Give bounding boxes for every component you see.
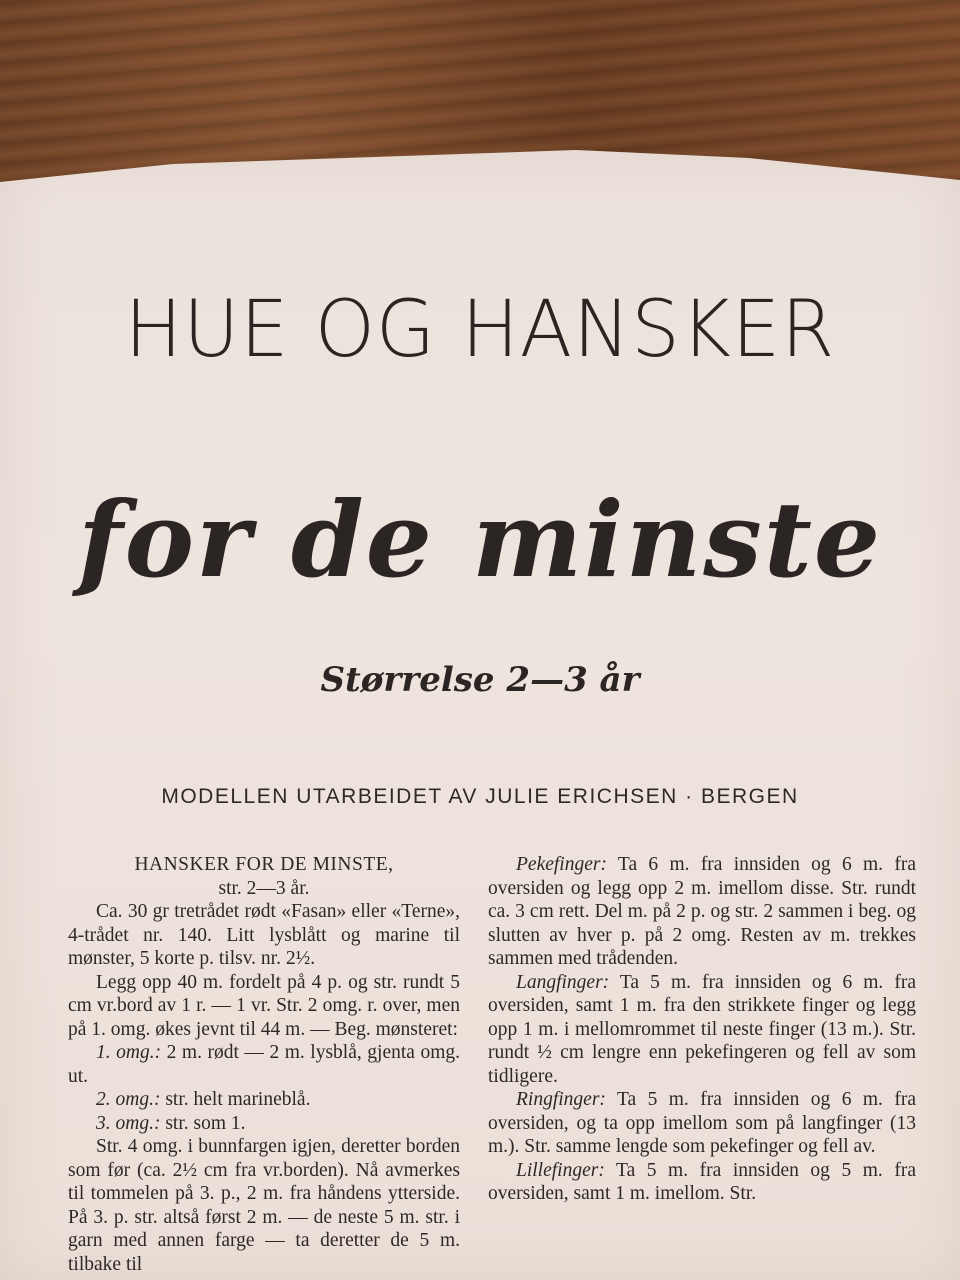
middle-finger-paragraph bbox=[488, 971, 916, 1089]
left-text-column bbox=[68, 853, 460, 1276]
index-finger-label: Pekefinger: bbox=[516, 854, 607, 875]
little-finger-text: Ta 5 m. fra innsiden og 5 m. fra oversiden, samt 1 m. imellom. Str. bbox=[488, 1159, 916, 1204]
round-1-paragraph bbox=[68, 1041, 460, 1088]
little-finger-label: Lillefinger: bbox=[516, 1159, 605, 1181]
ring-finger-label: Ringfinger: bbox=[516, 1089, 606, 1110]
round-2-paragraph bbox=[68, 1088, 460, 1112]
index-finger-text: Ta 6 m. fra innsiden og 6 m. fra oversiden og legg opp 2 m. imellom disse. Str. rundt ca. 3 cm rett. Del m. på 2 p. og str. 2 sammen i beg. og slutten av hver p. på 2 omg. Resten av m. trekkes sammen med trådenden. bbox=[488, 854, 916, 969]
ring-finger-text: Ta 5 m. fra innsiden og 6 m. fra oversiden, og ta opp imellom som på langfinger (13 m.). Str. samme lengde som pekefinger og fell av. bbox=[488, 1089, 916, 1157]
materials-paragraph: Ca. 30 gr tretrådet rødt «Fasan» eller «Terne», 4-trådet nr. 140. Litt lysblått og marine til mønster, 5 korte p. tilsv. nr. 2½. bbox=[68, 901, 460, 969]
round-1-label: 1. omg.: bbox=[96, 1042, 162, 1063]
round-2-text: str. helt marineblå. bbox=[160, 1089, 311, 1110]
little-finger-paragraph bbox=[488, 1159, 916, 1206]
round-1-text: 2 m. rødt — 2 m. lysblå, gjenta omg. ut. bbox=[68, 1042, 461, 1087]
ring-finger-paragraph bbox=[488, 1088, 916, 1159]
right-text-column bbox=[488, 853, 916, 1206]
script-title: for de minste bbox=[77, 478, 883, 601]
cast-on-paragraph: Legg opp 40 m. fordelt på 4 p. og str. rundt 5 cm vr.bord av 1 r. — 1 vr. Str. 2 omg. r. over, men på 1. omg. økes jevnt til 44 m. — Beg. mønsteret: bbox=[68, 971, 460, 1040]
round-3-paragraph bbox=[68, 1112, 460, 1136]
round-3-text: str. som 1. bbox=[160, 1112, 246, 1134]
section-heading: HANSKER FOR DE MINSTE, bbox=[134, 854, 394, 875]
index-finger-paragraph bbox=[488, 853, 916, 971]
page-title: HUE OG HANSKER bbox=[124, 285, 836, 375]
round-3-label: 3. omg.: bbox=[96, 1112, 161, 1134]
section-subheading: str. 2—3 år. bbox=[218, 877, 310, 899]
round-2-label: 2. omg.: bbox=[96, 1089, 161, 1110]
byline: MODELLEN UTARBEIDET AV JULIE ERICHSEN · BERGEN bbox=[161, 785, 799, 808]
size-subtitle: Størrelse 2—3 år bbox=[320, 660, 640, 700]
middle-finger-text: Ta 5 m. fra innsiden og 6 m. fra oversiden, samt 1 m. fra den strikkete finger og legg opp 1 m. i mellomrommet til neste finger (13 m.). Str. rundt ½ cm lengre enn pekefingeren og fell av som tidligere. bbox=[488, 971, 916, 1087]
middle-finger-label: Langfinger: bbox=[516, 971, 610, 993]
thumb-paragraph: Str. 4 omg. i bunnfargen igjen, deretter borden som før (ca. 2½ cm fra vr.borden). Nå avmerkes til tommelen på 3. p., 2 m. fra håndens ytterside. På 3. p. str. altså først 2 m. — de neste 5 m. str. i garn med annen farge — ta deretter de 5 m. tilbake til bbox=[68, 1136, 460, 1275]
